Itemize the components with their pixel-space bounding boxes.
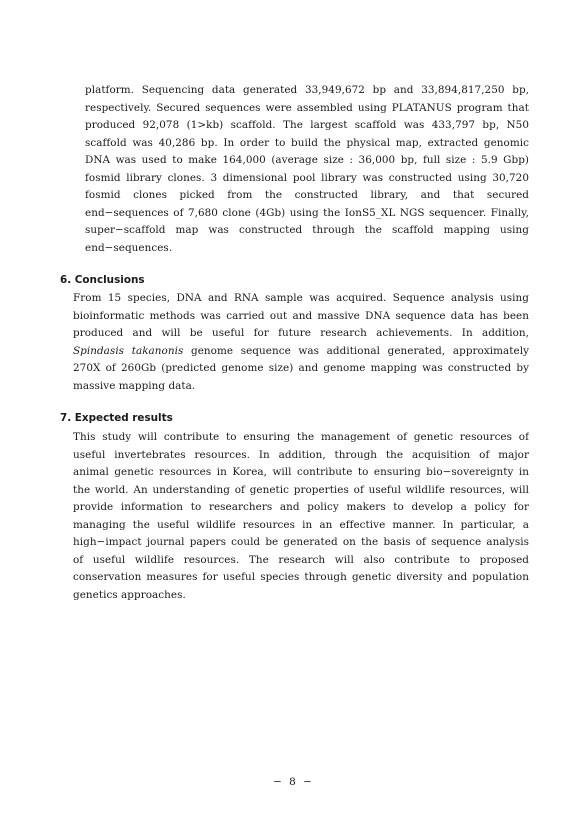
paragraph-line: platform. Sequencing data generated 33,949,672 bp and 33,894,817,250 bp, [85, 84, 529, 96]
paragraph-line: produced and will be useful for future research achievements. In addition, [73, 327, 529, 339]
paragraph-line: super−scaffold map was constructed through the scaffold mapping using [85, 224, 529, 236]
expected-results-paragraph [73, 429, 529, 604]
paragraph-line: respectively. Secured sequences were assembled using PLATANUS program that [85, 101, 529, 114]
conclusions-paragraph [73, 290, 529, 395]
expected-results-heading: 7. Expected results [60, 412, 173, 424]
paragraph-line: From 15 species, DNA and RNA sample was acquired. Sequence analysis using [73, 292, 529, 304]
methods-paragraph [85, 82, 529, 257]
paragraph-line: DNA was used to make 164,000 (average size : 36,000 bp, full size : 5.9 Gbp) [85, 154, 529, 166]
paragraph-line: animal genetic resources in Korea, will contribute to ensuring bio−sovereignty in [73, 466, 529, 478]
paragraph-line: 270X of 260Gb (predicted genome size) and genome mapping was constructed by [73, 362, 529, 374]
paragraph-line: This study will contribute to ensuring the management of genetic resources of [73, 431, 529, 443]
paragraph-line: provide information to researchers and policy makers to develop a policy for [73, 501, 529, 513]
paragraph-line: end−sequences of 7,680 clone (4Gb) using the IonS5_XL NGS sequencer. Finally, [85, 206, 529, 219]
paragraph-line [73, 343, 529, 361]
paragraph-line: end−sequences. [85, 241, 173, 254]
paragraph-line: fosmid clones picked from the constructed library, and that secured [85, 189, 529, 201]
paragraph-line: produced 92,078 (1>kb) scaffold. The largest scaffold was 433,797 bp, N50 [85, 119, 529, 131]
paragraph-line: conservation measures for useful species through genetic diversity and population [73, 571, 529, 583]
paragraph-line: massive mapping data. [73, 379, 196, 392]
paragraph-line: fosmid library clones. 3 dimensional pool library was constructed using 30,720 [85, 171, 529, 184]
conclusions-heading: 6. Conclusions [60, 274, 145, 286]
paragraph-line: useful invertebrates resources. In addition, through the acquisition of major [73, 448, 529, 461]
paragraph-line: the world. An understanding of genetic properties of useful wildlife resources, will [73, 483, 529, 496]
page-number: − 8 − [273, 776, 314, 788]
paragraph-line: genetics approaches. [73, 588, 186, 601]
species-name: Spindasis takanonis [73, 344, 184, 357]
paragraph-line: scaffold was 40,286 bp. In order to build the physical map, extracted genomic [85, 136, 529, 149]
paragraph-line: of useful wildlife resources. The research will also contribute to proposed [73, 553, 529, 566]
paragraph-line: managing the useful wildlife resources in an effective manner. In particular, a [73, 518, 529, 531]
paragraph-line: high−impact journal papers could be generated on the basis of sequence analysis [73, 536, 529, 548]
paragraph-text: genome sequence was additional generated, approximately [183, 344, 529, 357]
paragraph-line: bioinformatic methods was carried out and massive DNA sequence data has been [73, 309, 529, 322]
